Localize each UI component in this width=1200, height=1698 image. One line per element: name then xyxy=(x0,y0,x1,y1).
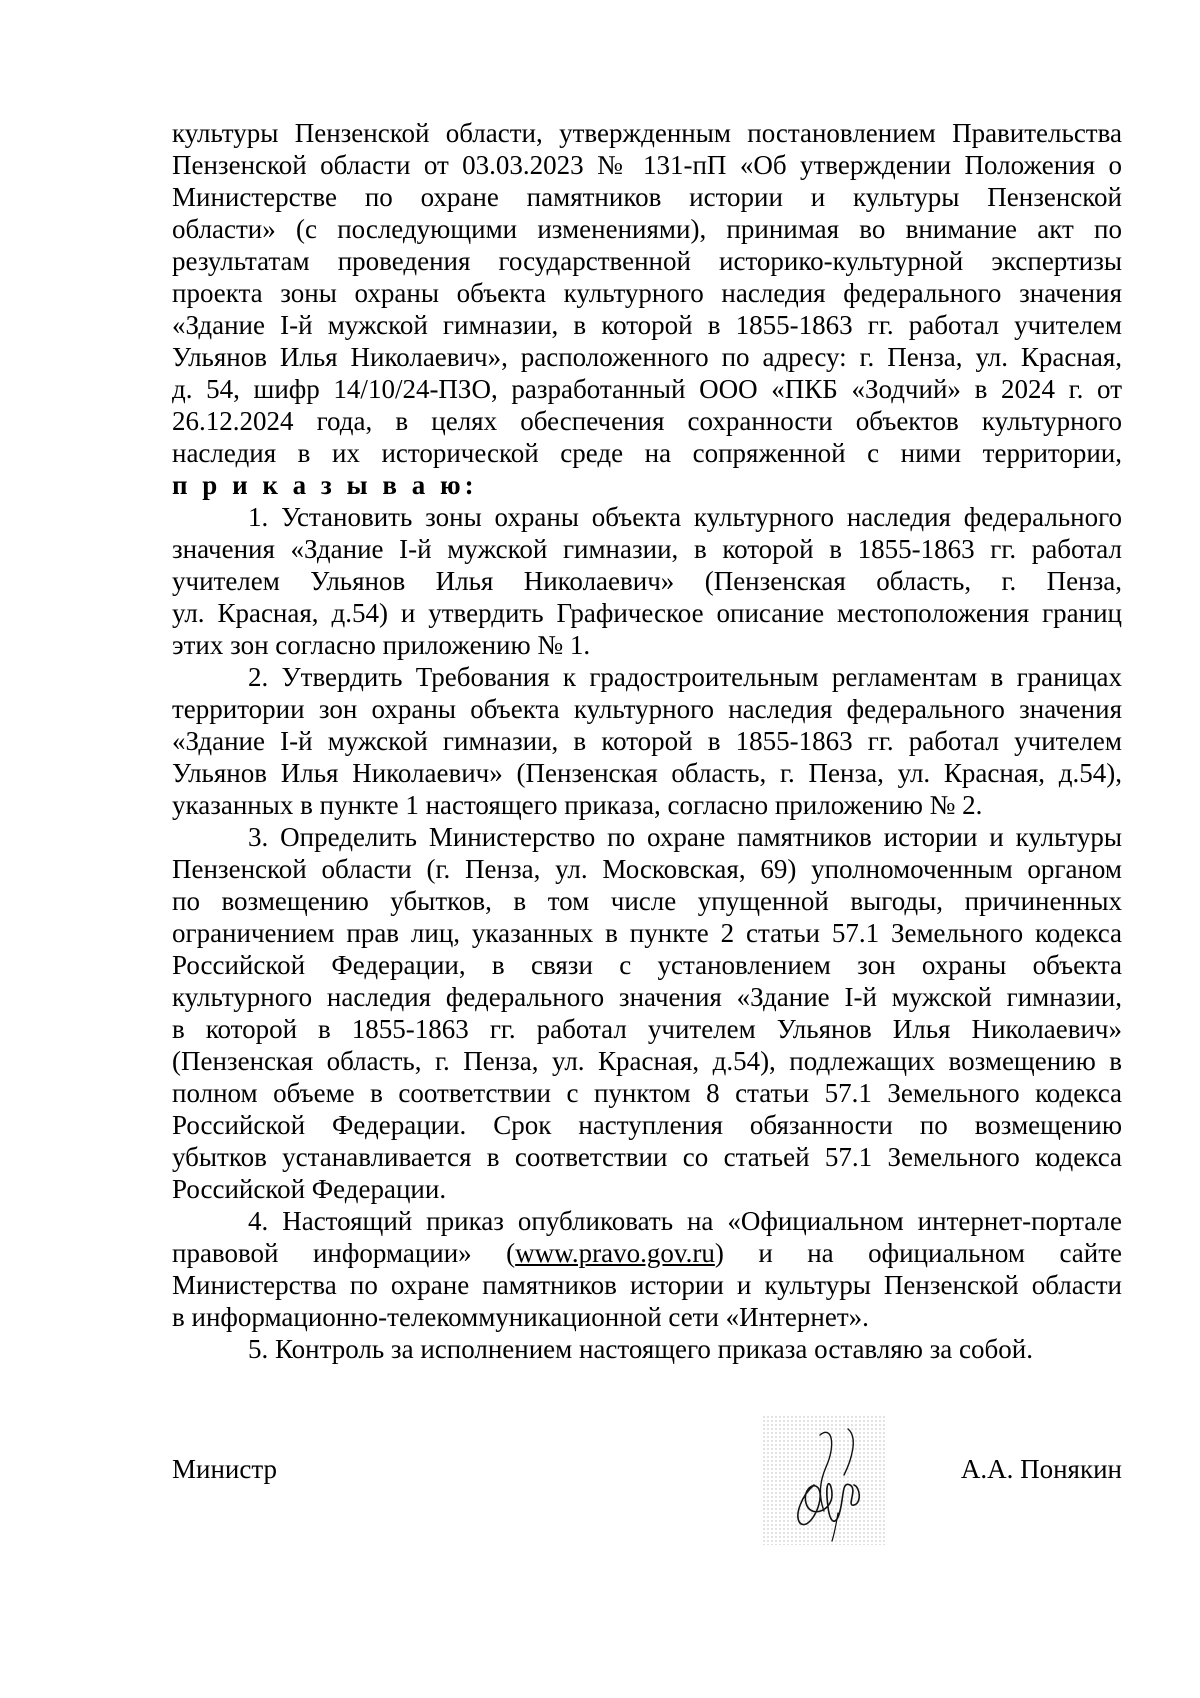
text-line: Министерства по охране памятников истории и культуры Пензенской области xyxy=(172,1270,1122,1300)
order-keyword: п р и к а з ы в а ю: xyxy=(172,470,478,500)
text-line: области» (с последующими изменениями), принимая во внимание акт по xyxy=(172,214,1122,244)
text-line: культурного наследия федерального значения «Здание I-й мужской гимназии, xyxy=(172,982,1122,1012)
text-line: территории зон охраны объекта культурного наследия федерального значения xyxy=(172,694,1122,724)
text-line: указанных в пункте 1 настоящего приказа, согласно приложению № 2. xyxy=(172,790,983,820)
text-line: по возмещению убытков, в том числе упущенной выгоды, причиненных xyxy=(172,886,1122,916)
text-line: Ульянов Илья Николаевич» (Пензенская область, г. Пенза, ул. Красная, д.54), xyxy=(172,758,1122,788)
text-line: убытков устанавливается в соответствии со статьей 57.1 Земельного кодекса xyxy=(172,1142,1122,1172)
text-line: этих зон согласно приложению № 1. xyxy=(172,630,591,660)
text-line: Министерстве по охране памятников истории и культуры Пензенской xyxy=(172,182,1122,212)
text-line: результатам проведения государственной историко-культурной экспертизы xyxy=(172,246,1122,276)
document-body xyxy=(172,117,1122,1365)
signature-block xyxy=(172,1415,1122,1535)
text-line: культуры Пензенской области, утвержденным постановлением Правительства xyxy=(172,118,1122,148)
text-line: 26.12.2024 года, в целях обеспечения сохранности объектов культурного xyxy=(172,406,1122,436)
text-line: Пензенской области от 03.03.2023 № 131-пП «Об утверждении Положения о xyxy=(172,150,1122,180)
text-line: наследия в их исторической среде на сопряженной с ними территории, xyxy=(172,438,1122,468)
clause-2-line: 2. Утвердить Требования к градостроительным регламентам в границах xyxy=(248,662,1122,692)
text-fragment: и на официальном сайте xyxy=(758,1238,1122,1268)
pravo-gov-link[interactable]: www.pravo.gov.ru xyxy=(515,1238,715,1268)
clause-5-line: 5. Контроль за исполнением настоящего приказа оставляю за собой. xyxy=(248,1334,1033,1364)
text-line: «Здание I-й мужской гимназии, в которой в 1855-1863 гг. работал учителем xyxy=(172,310,1122,340)
text-line: (Пензенская область, г. Пенза, ул. Красная, д.54), подлежащих возмещению в xyxy=(172,1046,1122,1076)
text-line: в информационно-телекоммуникационной сети «Интернет». xyxy=(172,1302,869,1332)
text-line: значения «Здание I-й мужской гимназии, в которой в 1855-1863 гг. работал xyxy=(172,534,1122,564)
text-line: Ульянов Илья Николаевич», расположенного по адресу: г. Пенза, ул. Красная, xyxy=(172,342,1122,372)
text-line: проекта зоны охраны объекта культурного наследия федерального значения xyxy=(172,278,1122,308)
text-line: полном объеме в соответствии с пунктом 8 статьи 57.1 Земельного кодекса xyxy=(172,1078,1122,1108)
text-line: ограничением прав лиц, указанных в пункте 2 статьи 57.1 Земельного кодекса xyxy=(172,918,1122,948)
text-line: в которой в 1855-1863 гг. работал учителем Ульянов Илья Николаевич» xyxy=(172,1014,1122,1044)
text-line: Российской Федерации. xyxy=(172,1174,447,1204)
signer-title: Министр xyxy=(172,1454,277,1484)
text-line: «Здание I-й мужской гимназии, в которой в 1855-1863 гг. работал учителем xyxy=(172,726,1122,756)
clause-3-line: 3. Определить Министерство по охране памятников истории и культуры xyxy=(248,822,1122,852)
text-line: Российской Федерации, в связи с установлением зон охраны объекта xyxy=(172,950,1122,980)
text-line-with-link: правовой информации» (www.pravo.gov.ru) и на официальном сайте xyxy=(172,1238,1122,1268)
clause-1-line: 1. Установить зоны охраны объекта культурного наследия федерального xyxy=(248,502,1122,532)
clause-4-line: 4. Настоящий приказ опубликовать на «Официальном интернет-портале xyxy=(248,1206,1122,1236)
handwritten-signature-icon xyxy=(762,1415,887,1545)
text-line: Российской Федерации. Срок наступления обязанности по возмещению xyxy=(172,1110,1122,1140)
text-line: Пензенской области (г. Пенза, ул. Московская, 69) уполномоченным органом xyxy=(172,854,1122,884)
text-line: учителем Ульянов Илья Николаевич» (Пензенская область, г. Пенза, xyxy=(172,566,1122,596)
text-line: д. 54, шифр 14/10/24-ПЗО, разработанный ООО «ПКБ «Зодчий» в 2024 г. от xyxy=(172,374,1122,404)
signer-name: А.А. Понякин xyxy=(960,1454,1122,1484)
text-fragment: правовой информации» xyxy=(172,1238,472,1268)
text-line: ул. Красная, д.54) и утвердить Графическое описание местоположения границ xyxy=(172,598,1122,628)
